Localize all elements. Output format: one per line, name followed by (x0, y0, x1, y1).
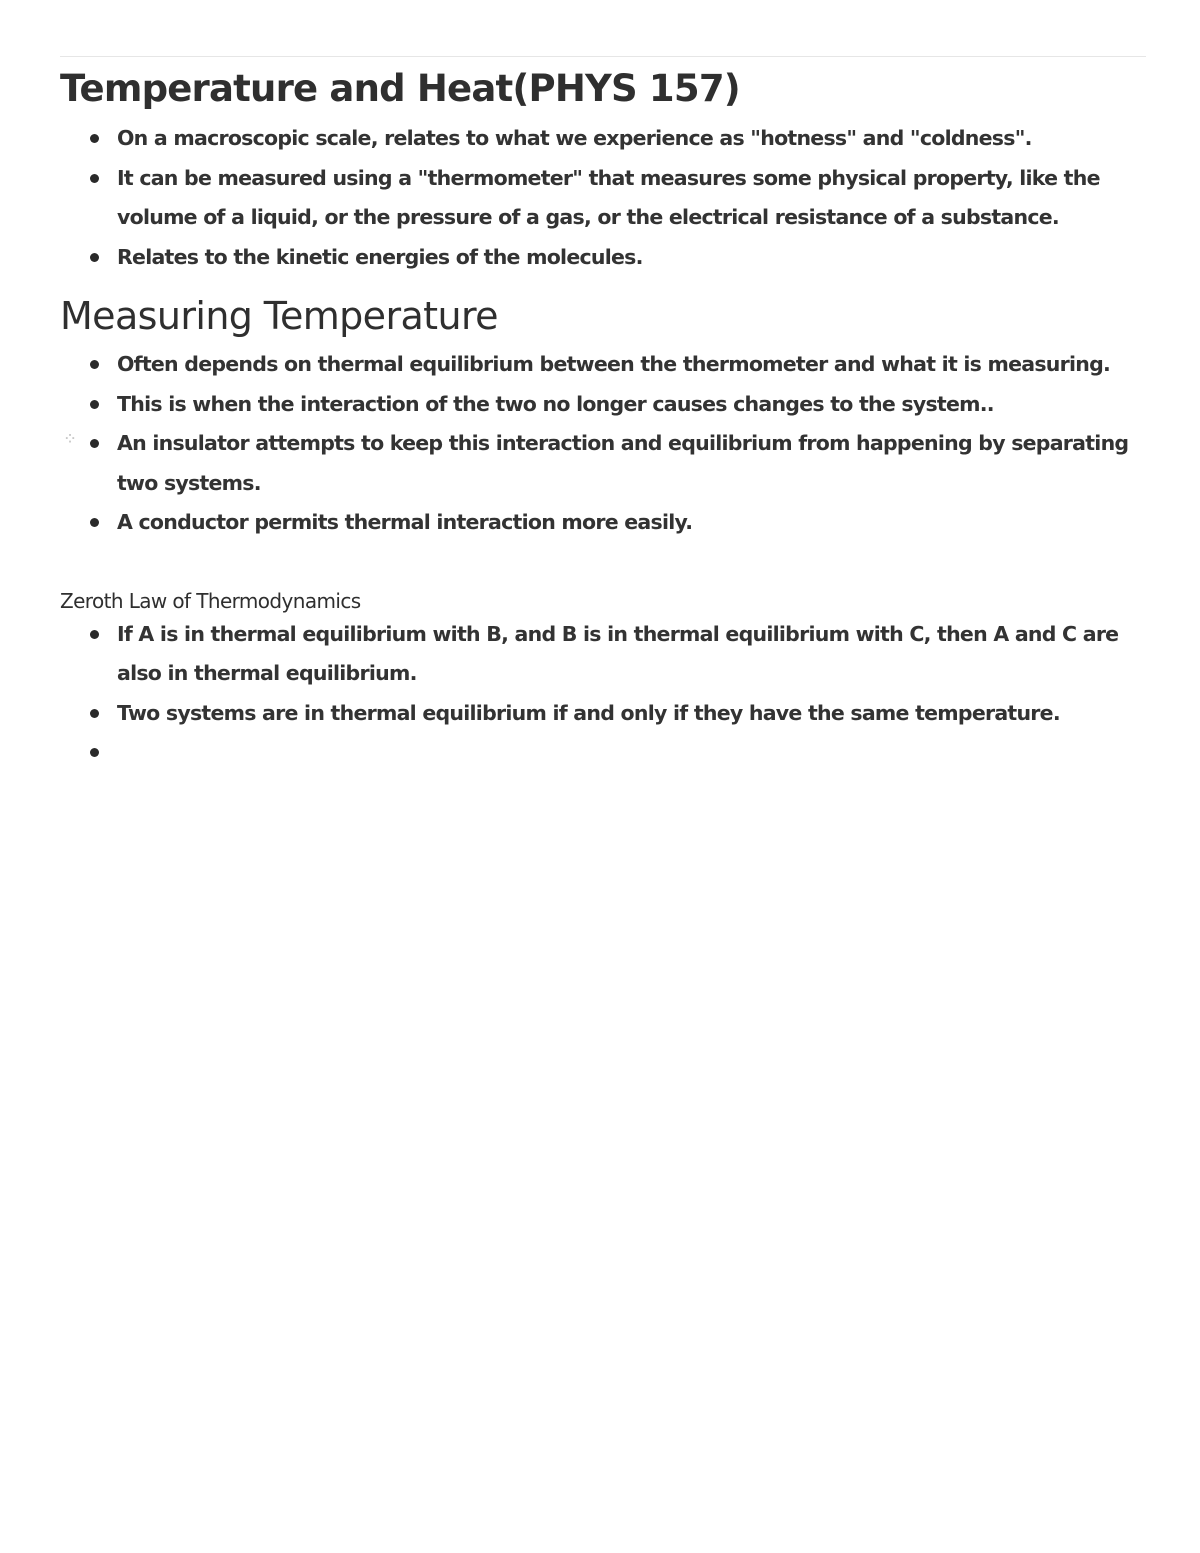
document-page (60, 56, 1146, 786)
list-item-text: This is when the interaction of the two no longer causes changes to the system.. (117, 391, 994, 416)
empty-list-item[interactable] (60, 733, 1146, 786)
bullet-icon (90, 174, 99, 183)
page-title[interactable]: Temperature and Heat(PHYS 157) (60, 67, 740, 110)
bullet-icon (90, 630, 99, 639)
list-item[interactable] (60, 238, 1146, 278)
bullet-icon (90, 400, 99, 409)
list-item[interactable] (60, 159, 1146, 238)
bullet-icon (90, 134, 99, 143)
list-item-text: A conductor permits thermal interaction more easily. (117, 510, 693, 534)
list-item[interactable] (60, 424, 1146, 503)
zeroth-law-bullet-list (60, 615, 1146, 786)
measuring-bullet-list (60, 345, 1146, 543)
list-item[interactable] (60, 503, 1146, 543)
list-item-text: It can be measured using a "thermometer" that measures some physical property, like the volume of a liquid, or the pressure of a gas, or the electrical resistance of a substance. (117, 165, 1100, 229)
list-item-text: Relates to the kinetic energies of the molecules. (117, 244, 643, 269)
bullet-icon (90, 253, 99, 262)
top-divider (60, 56, 1146, 57)
list-item[interactable] (60, 694, 1146, 734)
list-item[interactable] (60, 345, 1146, 385)
zeroth-law-heading[interactable]: Zeroth Law of Thermodynamics (60, 588, 361, 613)
list-item[interactable] (60, 615, 1146, 694)
list-item-text: On a macroscopic scale, relates to what we experience as "hotness" and "coldness". (117, 126, 1032, 150)
list-item[interactable] (60, 385, 1146, 425)
list-item-text: An insulator attempts to keep this interaction and equilibrium from happening by separating two systems. (117, 431, 1129, 495)
bullet-icon (90, 360, 99, 369)
list-item-text: If A is in thermal equilibrium with B, and B is in thermal equilibrium with C, then A and C are also in thermal equilibrium. (117, 621, 1119, 685)
drag-handle-icon[interactable]: ⁘ (65, 432, 77, 446)
bullet-icon (90, 518, 99, 527)
bullet-icon (90, 439, 99, 448)
list-item[interactable] (60, 119, 1146, 159)
list-item-text: Two systems are in thermal equilibrium if and only if they have the same temperature. (117, 700, 1060, 725)
bullet-icon (90, 709, 99, 718)
intro-bullet-list (60, 119, 1146, 277)
measuring-temperature-heading[interactable]: Measuring Temperature (60, 294, 498, 338)
bullet-icon (90, 748, 99, 757)
list-item-text: Often depends on thermal equilibrium between the thermometer and what it is measuring. (117, 352, 1111, 376)
